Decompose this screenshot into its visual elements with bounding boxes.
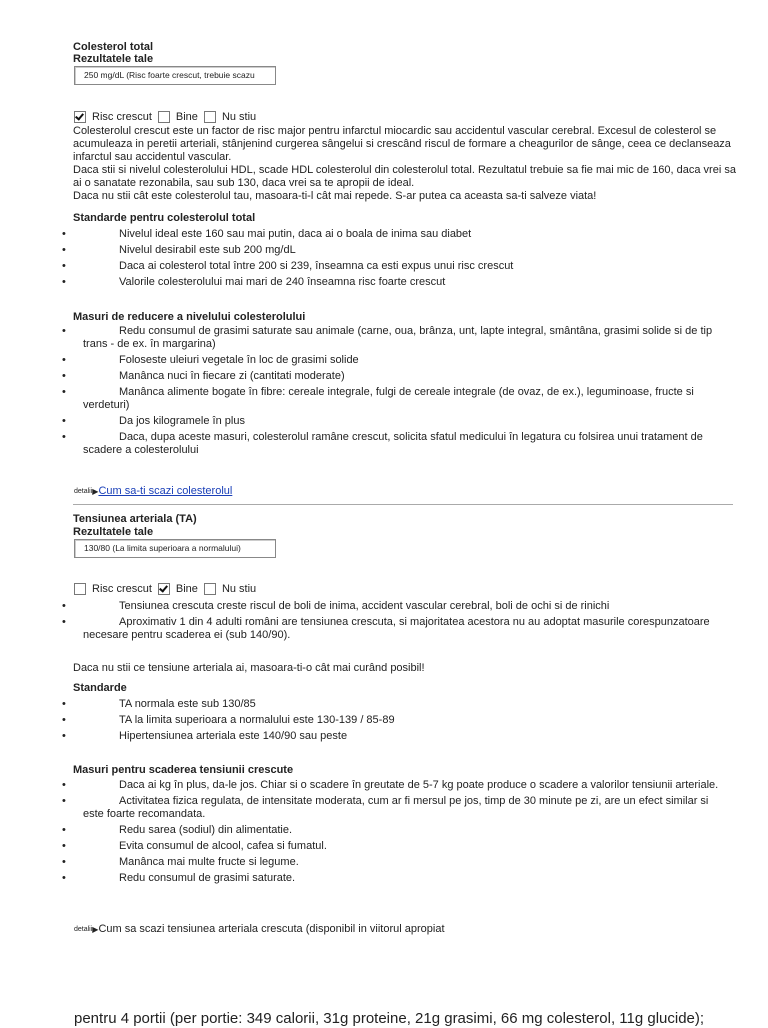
list-item: • Manânca nuci în fiecare zi (cantitati moderate)	[62, 370, 345, 382]
option-nu-stiu-checkbox[interactable]	[204, 583, 216, 595]
option-label: Nu stiu	[221, 583, 257, 595]
tensiune-options	[74, 582, 262, 596]
tensiune-standards-title: Standarde	[73, 682, 127, 694]
list-item: • Da jos kilogramele în plus	[62, 415, 245, 427]
tensiune-title: Tensiunea arteriala (TA)	[73, 513, 197, 525]
list-item: • Valorile colesterolului mai mari de 240 înseamna risc foarte crescut	[62, 276, 446, 288]
list-item: • Manânca alimente bogate în fibre: cereale integrale, fulgi de cereale integrale (de ovaz, de ex.), leguminoase, fructe si verdeturi)	[62, 386, 694, 411]
option-label: Nu stiu	[221, 111, 257, 123]
colesterol-options	[74, 110, 262, 124]
tensiune-standards-list	[0, 698, 768, 746]
tensiune-details-text: Cum sa scazi tensiunea arteriala crescuta (disponibil in viitorul apropiat	[98, 923, 445, 935]
list-item: • Tensiunea crescuta creste riscul de boli de inima, accident vascular cerebral, boli de ochi si de rinichi	[62, 600, 610, 612]
list-item: • Hipertensiunea arteriala este 140/90 sau peste	[62, 730, 348, 742]
list-item: • Redu consumul de grasimi saturate sau animale (carne, oua, brânza, unt, lapte integral, smântâna, grasimi solide si de tip trans - de ex. în margarina)	[62, 325, 713, 350]
option-bine-checkbox[interactable]	[158, 583, 170, 595]
paragraph: Daca stii si nivelul colesterolului HDL, scade HDL colesterolul din colesterolul total. Rezultatul trebuie sa fie mai mic de 160, daca vrei sa ai o sanatate rezonabila, sau sub 130, daca vrei sa te apropii de ideal.	[73, 164, 736, 189]
option-nu-stiu-checkbox[interactable]	[204, 111, 216, 123]
list-item: • Evita consumul de alcool, cafea si fumatul.	[62, 840, 327, 852]
list-item: • Nivelul desirabil este sub 200 mg/dL	[62, 244, 296, 256]
arrow-right-icon: ▶	[92, 925, 99, 934]
option-risc-crescut-checkbox[interactable]	[74, 583, 86, 595]
list-item: • Aproximativ 1 din 4 adulti români are tensiunea crescuta, si majoritatea acestora nu au adoptat masurile corespunzatoare necesare pentru scaderea ei (sub 140/90).	[62, 616, 710, 641]
list-item: • Daca, dupa aceste masuri, colesterolul ramâne crescut, solicita sfatul medicului în legatura cu folsirea unui tratament de scadere a colesterolului	[62, 431, 703, 456]
colesterol-result-field[interactable]: 250 mg/dL (Risc foarte crescut, trebuie scazu	[74, 66, 276, 85]
colesterol-standards-title: Standarde pentru colesterolul total	[73, 212, 256, 224]
tensiune-measures-list	[0, 779, 768, 888]
tensiune-results-label: Rezultatele tale	[73, 526, 154, 538]
tensiune-details	[74, 923, 445, 936]
details-label: detalii	[74, 488, 93, 495]
option-label: Risc crescut	[92, 111, 152, 123]
colesterol-details-link[interactable]: Cum sa-ti scazi colesterolul	[98, 485, 233, 497]
colesterol-description	[73, 125, 743, 203]
list-item: • TA la limita superioara a normalului este 130-139 / 85-89	[62, 714, 395, 726]
tensiune-facts-list	[0, 600, 768, 645]
tensiune-measures-title: Masuri pentru scaderea tensiunii crescute	[73, 764, 294, 776]
list-item: • Nivelul ideal este 160 sau mai putin, daca ai o boala de inima sau diabet	[62, 228, 472, 240]
arrow-right-icon: ▶	[92, 487, 99, 496]
details-label: detalii	[74, 926, 93, 933]
list-item: • Daca ai kg în plus, da-le jos. Chiar si o scadere în greutate de 5-7 kg poate produce o scadere a valorilor tensiunii arteriale.	[62, 779, 719, 791]
list-item: • Manânca mai multe fructe si legume.	[62, 856, 299, 868]
option-risc-crescut-checkbox[interactable]	[74, 111, 86, 123]
list-item: • Redu sarea (sodiul) din alimentatie.	[62, 824, 293, 836]
list-item: • Redu consumul de grasimi saturate.	[62, 872, 296, 884]
footer-text: pentru 4 portii (per portie: 349 calorii, 31g proteine, 21g grasimi, 66 mg colesterol, 11g glucide);	[74, 1010, 705, 1027]
colesterol-measures-list	[0, 325, 768, 460]
option-label: Bine	[175, 583, 198, 595]
paragraph: Colesterolul crescut este un factor de risc major pentru infarctul miocardic sau accidentul vascular cerebral. Excesul de colesterol se acumuleaza in peretii arteriali, stânjenind curgerea sângelui si crescând riscul de formare a cheagurilor de sânge, ceea ce declanseaza infarctul sau accidentul vascular.	[73, 125, 731, 163]
colesterol-measures-title: Masuri de reducere a nivelului colesterolului	[73, 311, 306, 323]
colesterol-details	[74, 485, 232, 498]
section-divider	[73, 504, 733, 505]
paragraph: Daca nu stii cât este colesterolul tau, masoara-ti-l cât mai repede. S-ar putea ca aceasta sa-ti salveze viata!	[73, 190, 597, 202]
list-item: • TA normala este sub 130/85	[62, 698, 256, 710]
list-item: • Foloseste uleiuri vegetale în loc de grasimi solide	[62, 354, 359, 366]
option-label: Risc crescut	[92, 583, 152, 595]
colesterol-standards-list	[0, 228, 768, 292]
option-bine-checkbox[interactable]	[158, 111, 170, 123]
tensiune-result-field[interactable]: 130/80 (La limita superioara a normalului)	[74, 539, 276, 558]
option-label: Bine	[175, 111, 198, 123]
tensiune-note: Daca nu stii ce tensiune arteriala ai, masoara-ti-o cât mai curând posibil!	[73, 662, 425, 674]
colesterol-title: Colesterol total	[73, 41, 154, 53]
list-item: • Daca ai colesterol total între 200 si 239, înseamna ca esti expus unui risc crescut	[62, 260, 514, 272]
colesterol-results-label: Rezultatele tale	[73, 53, 154, 65]
list-item: • Activitatea fizica regulata, de intensitate moderata, cum ar fi mersul pe jos, timp de 30 minute pe zi, are un efect similar si este foarte recomandata.	[62, 795, 709, 820]
